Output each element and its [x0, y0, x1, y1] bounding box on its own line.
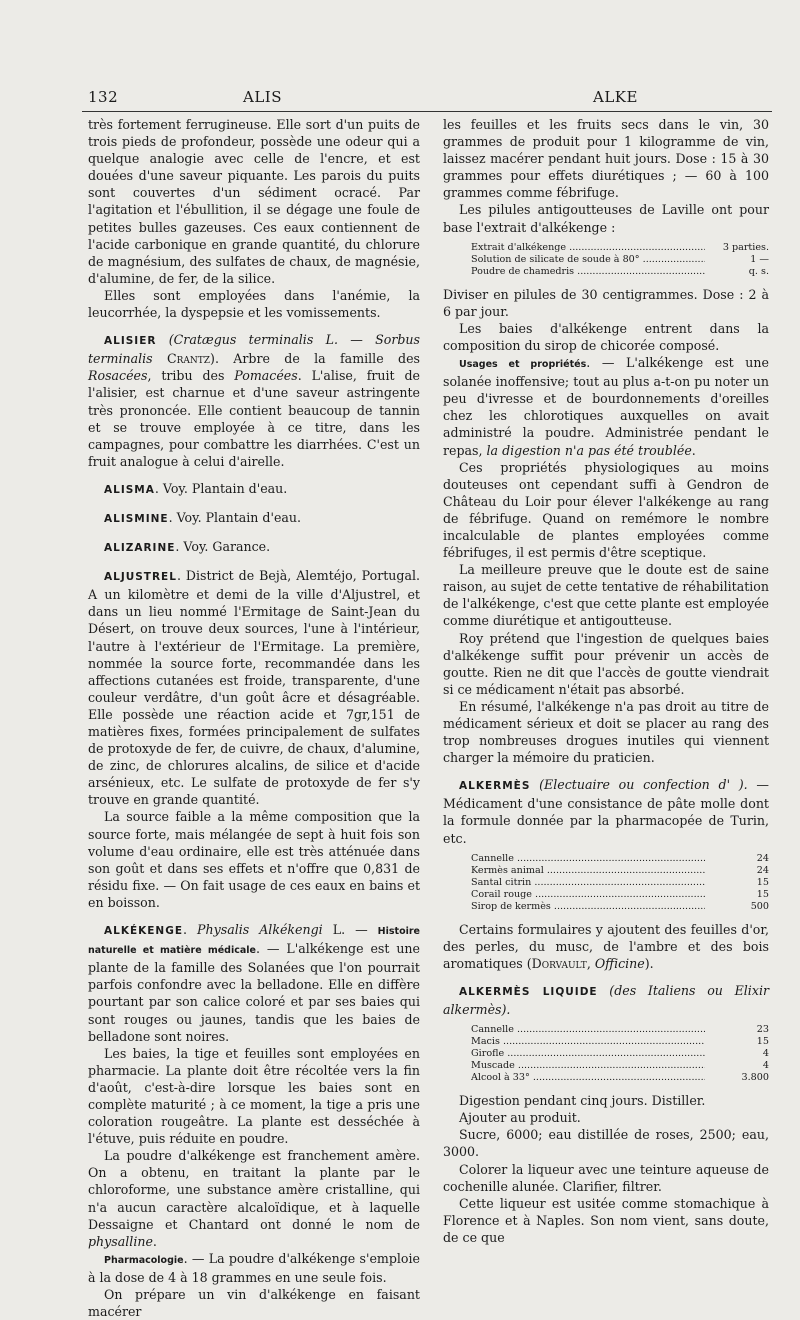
cross-reference: . Voy. Garance.	[175, 539, 271, 555]
entry-alisma	[88, 480, 420, 499]
author-name: Dorvault	[531, 955, 587, 971]
recipe-row	[471, 889, 769, 901]
paragraph: Colorer la liqueur avec une teinture aqueuse de cochenille alunée. Clarifier, filtrer.	[443, 1161, 769, 1194]
tribe-name: Pomacées	[234, 368, 298, 384]
right-column	[443, 116, 769, 1246]
recipe-row	[471, 1072, 769, 1084]
scientific-name: Physalis Alkékengi	[197, 922, 323, 938]
ingredient-name: Santal citrin .....	[471, 877, 705, 889]
ingredient-name: Alcool à 33° .....	[471, 1072, 705, 1084]
cross-reference: . Voy. Plantain d'eau.	[168, 509, 302, 525]
recipe-row	[471, 865, 769, 877]
paragraph: Usages et propriétés. — L'alkékenge est une solanée inoffensive; tout au plus a-t-on pu noter un peu d'ivresse et de bourdonnements d'oreilles chez les chlorotiques auxquelles on avait administré la poudre. Administrée pendant le repas, la digestion n'a pas été troublée.	[443, 355, 769, 458]
paragraph: Sucre, 6000; eau distillée de roses, 2500; eau, 3000.	[443, 1127, 769, 1160]
ingredient-quantity: 3.800	[741, 1072, 769, 1084]
paragraph: très fortement ferrugineuse. Elle sort d'un puits de trois pieds de profondeur, possède une odeur qui a quelque analogie avec celle de l'encre, et est douées d'une saveur piquante. Les parois du puits sont couvertes d'un sédiment ocracé. Par l'agitation et l'ébullition, il se dégage une foule de petites bulles gazeuses. Ces eaux contiennent de l'acide carbonique en grande quantité, du chlorure de magnésium, des sulfates de chaux, de magnésie, d'alumine, de fer, de la silice.	[88, 117, 420, 286]
entry-alkermes	[443, 776, 769, 846]
entry-text: . — La poudre d'alkékenge s'emploie à la dose de 4 à 18 grammes en une seule fois.	[88, 1250, 420, 1285]
entry-alkekenge: ALKÉKENGE. Physalis Alkékengi L. — Histoire naturelle et matière médicale. — L'alkékenge est une plante de la famille des Solanées que l'on pourrait parfois confondre avec la belladone. Elle en diffère pourtant par son calice coloré et par ses baies qui sont rouges ou jaunes, tandis que les baies de belladone sont noires.	[88, 922, 420, 1044]
ingredient-name: Corail rouge .....	[471, 889, 705, 901]
recipe-table	[471, 242, 769, 278]
scientific-name: (Cratægus terminalis L. — Sorbus terminalis	[88, 332, 420, 367]
recipe-row	[471, 254, 769, 266]
paragraph: Digestion pendant cinq jours. Distiller.	[459, 1093, 706, 1109]
entry-subtitle: (Electuaire ou confection d' ).	[539, 777, 748, 793]
ingredient-quantity: 15	[756, 1036, 769, 1048]
entry-text: . — L'alkékenge est une solanée inoffensive; tout au plus a-t-on pu noter un peu d'ivresse et de bourdonnements d'oreilles chez les chlorotiques auxquelles on avait administré la poudre. Administrée pendant le repas,	[443, 355, 769, 458]
paragraph	[88, 1250, 420, 1286]
cross-reference: . Voy. Plantain d'eau.	[154, 480, 288, 496]
headword: ALJUSTREL	[104, 571, 177, 584]
ingredient-quantity: 4	[762, 1048, 769, 1060]
paragraph: Ajouter au produit.	[459, 1110, 581, 1126]
paragraph: Les baies, la tige et feuilles sont employées en pharmacie. La plante doit être récoltée vers la fin d'août, c'est-à-dire lorsque les baies sont en complète maturité ; à ce moment, la tige a pris une coloration rougeâtre. La plante est desséchée à l'étuve, puis réduite en poudre.	[88, 1045, 420, 1147]
ingredient-name: Extrait d'alkékenge .....	[471, 242, 705, 254]
headword: ALISMINE	[104, 512, 169, 525]
recipe-row	[471, 1024, 769, 1036]
recipe-row	[471, 266, 769, 278]
separator: ,	[586, 955, 595, 971]
entry-text: — Médicament d'une consistance de pâte molle dont la formule donnée par la pharmacopée de Turin, etc.	[443, 777, 769, 846]
paragraph	[443, 921, 769, 972]
ingredient-name: Cannelle .....	[471, 853, 705, 865]
entry-text: . L'alise, fruit de l'alisier, est charnue et d'une saveur astringente très prononcée. Elle contient beaucoup de tannin et se trouve employée à ce titre, dans les campagnes, pour combattre les diarrhées. C'est un fruit analogue à celui d'airelle.	[88, 368, 420, 469]
recipe-row	[471, 853, 769, 865]
paragraph: Ces propriétés physiologiques au moins douteuses ont cependant suffi à Gendron de Château du Loir pour élever l'alkékenge au rang de fébrifuge. Quand on remémore le nombre incalculable de plantes employées comme fébrifuges, il est permis d'être sceptique.	[443, 459, 769, 561]
entry-alismine	[88, 509, 420, 528]
entry-aljustrel	[88, 567, 420, 808]
entry-text: ). Arbre de la famille des	[210, 351, 420, 367]
recipe-row	[471, 1060, 769, 1072]
entry-text: ).	[644, 955, 654, 971]
recipe-row	[471, 877, 769, 889]
paragraph: les feuilles et les fruits secs dans le vin, 30 grammes de produit pour 1 kilogramme de vin, laissez macérer pendant huit jours. Dose : 15 à 30 grammes pour effets diurétiques ; — 60 à 100 grammes comme fébrifuge.	[443, 117, 769, 201]
entry-text: L. —	[322, 922, 378, 938]
entry-text: La poudre d'alkékenge est franchement amère. On a obtenu, en traitant la plante par le chloroforme, une substance amère cristalline, qui n'a aucun caractère alcaloïdique, et à laquelle Dessaigne et Chantard ont donné le nom de	[88, 1148, 420, 1232]
ingredient-quantity: q. s.	[748, 265, 769, 277]
header-rule	[82, 111, 772, 112]
ingredient-name: Girofle .....	[471, 1048, 705, 1060]
recipe-row	[471, 1036, 769, 1048]
entry-text: . — L'alkékenge est une plante de la famille des Solanées que l'on pourrait parfois confondre avec la belladone. Elle en diffère pourtant par son calice coloré et par ses baies qui sont rouges ou jaunes, tandis que les baies de belladone sont noires.	[88, 941, 420, 1044]
entry-text: . District de Bejà, Alemtéjo, Portugal. A un kilomètre et demi de la ville d'Aljustrel, et dans un lieu nommé l'Ermitage de Saint-Jean du Désert, on trouve deux sources, l'une à l'intérieur, l'autre à l'extérieur de l'Ermitage. La première, nommée la source forte, recommandée dans les affections cutanées est froide, transparente, d'une couleur verdâtre, d'un goût âcre et désagréable. Elle possède une réaction acide et 7gr,151 de matières fixes, formées principalement de sulfates de protoxyde de fer, de cuivre, de chaux, d'alumine, de zinc, de chlorures alcalins, de silice et d'acide arsénieux, etc. Le sulfate de protoxyde de fer s'y trouve en grande quantité.	[88, 568, 420, 808]
ingredient-quantity: 3 parties.	[722, 241, 769, 253]
headword: ALIZARINE	[104, 542, 176, 555]
emphasis: la digestion n'a pas été troublée	[486, 442, 692, 458]
entry-alisier	[88, 331, 420, 470]
headword: ALKERMÈS LIQUIDE	[459, 985, 598, 998]
recipe-row	[471, 242, 769, 254]
subheading: Histoire naturelle et matière médicale	[88, 926, 420, 957]
ingredient-quantity: 4	[762, 1060, 769, 1072]
entry-alkermes-liquide	[443, 982, 769, 1018]
term: physalline	[88, 1233, 153, 1249]
ingredient-name: Macis .....	[471, 1036, 705, 1048]
author-name: Crantz	[167, 351, 211, 367]
entry-subtitle: (des Italiens ou Elixir alkermès).	[443, 982, 769, 1018]
paragraph: La source faible a la même composition que la source forte, mais mélangée de sept à huit fois son volume d'eau ordinaire, elle est très atténuée dans son goût et dans ses effets et n'offre que 0,831 de résidu fixe. — On fait usage de ces eaux en bains et en boisson.	[88, 809, 420, 910]
recipe-row	[471, 1048, 769, 1060]
paragraph: Les pilules antigoutteuses de Laville ont pour base l'extrait d'alkékenge :	[443, 202, 769, 235]
running-head-right: ALKE	[593, 88, 638, 106]
left-column	[88, 116, 420, 1320]
running-head-left: ALIS	[243, 88, 282, 106]
paragraph: En résumé, l'alkékenge n'a pas droit au titre de médicament sérieux et doit se placer au rang des trop nombreuses drogues inutiles qui viennent charger la mémoire du praticien.	[443, 698, 769, 766]
ingredient-quantity: 15	[756, 888, 769, 900]
family-name: Rosacées	[88, 368, 148, 384]
paragraph: La poudre d'alkékenge est franchement amère. On a obtenu, en traitant la plante par le chloroforme, une substance amère cristalline, qui n'a aucun caractère alcaloïdique, et à laquelle Dessaigne et Chantard ont donné le nom de physalline.	[88, 1148, 420, 1249]
subheading: Usages et propriétés	[459, 359, 587, 371]
ingredient-name: Sirop de kermès .....	[471, 901, 705, 913]
paragraph: Les baies d'alkékenge entrent dans la composition du sirop de chicorée composé.	[443, 320, 769, 353]
ingredient-name: Kermès animal .....	[471, 865, 705, 877]
recipe-row	[471, 901, 769, 913]
ingredient-quantity: 23	[756, 1024, 769, 1036]
entry-text: , tribu des	[147, 368, 225, 384]
entry-alizarine	[88, 538, 420, 557]
ingredient-quantity: 24	[756, 852, 769, 864]
page-number: 132	[88, 88, 119, 106]
entry-text: Certains formulaires y ajoutent des feuilles d'or, des perles, du musc, de l'ambre et des bois aromatiques (	[443, 921, 769, 971]
book-title: Officine	[594, 955, 645, 971]
ingredient-quantity: 1 —	[750, 253, 769, 265]
paragraph: Diviser en pilules de 30 centigrammes. Dose : 2 à 6 par jour.	[443, 286, 769, 319]
recipe-table	[471, 853, 769, 913]
ingredient-name: Cannelle .....	[471, 1024, 705, 1036]
paragraph: On prépare un vin d'alkékenge en faisant macérer	[88, 1287, 420, 1320]
ingredient-quantity: 24	[756, 864, 769, 876]
headword: ALKÉKENGE	[104, 925, 184, 938]
headword: ALISIER	[104, 335, 157, 348]
subheading: Pharmacologie	[104, 1254, 184, 1266]
paragraph: Elles sont employées dans l'anémie, la leucorrhée, la dyspepsie et les vomissements.	[88, 287, 420, 321]
ingredient-name: Muscade .....	[471, 1060, 705, 1072]
ingredient-name: Solution de silicate de soude à 80° .....	[471, 254, 705, 266]
paragraph: Cette liqueur est usitée comme stomachique à Florence et à Naples. Son nom vient, sans doute, de ce que	[443, 1195, 769, 1245]
recipe-table	[471, 1024, 769, 1084]
ingredient-quantity: 15	[756, 876, 769, 888]
paragraph: Roy prétend que l'ingestion de quelques baies d'alkékenge suffit pour prévenir un accès de goutte. Rien ne dit que l'accès de goutte viendrait si ce médicament n'était pas absorbé.	[443, 630, 769, 697]
ingredient-name: Poudre de chamedris .....	[471, 266, 705, 278]
paragraph: La meilleure preuve que le doute est de saine raison, au sujet de cette tentative de réhabilitation de l'alkékenge, c'est que cette plante est employée comme diurétique et antigoutteuse.	[443, 562, 769, 629]
ingredient-quantity: 500	[750, 900, 769, 912]
headword: ALISMA	[104, 483, 155, 496]
headword: ALKERMÈS	[459, 780, 531, 793]
